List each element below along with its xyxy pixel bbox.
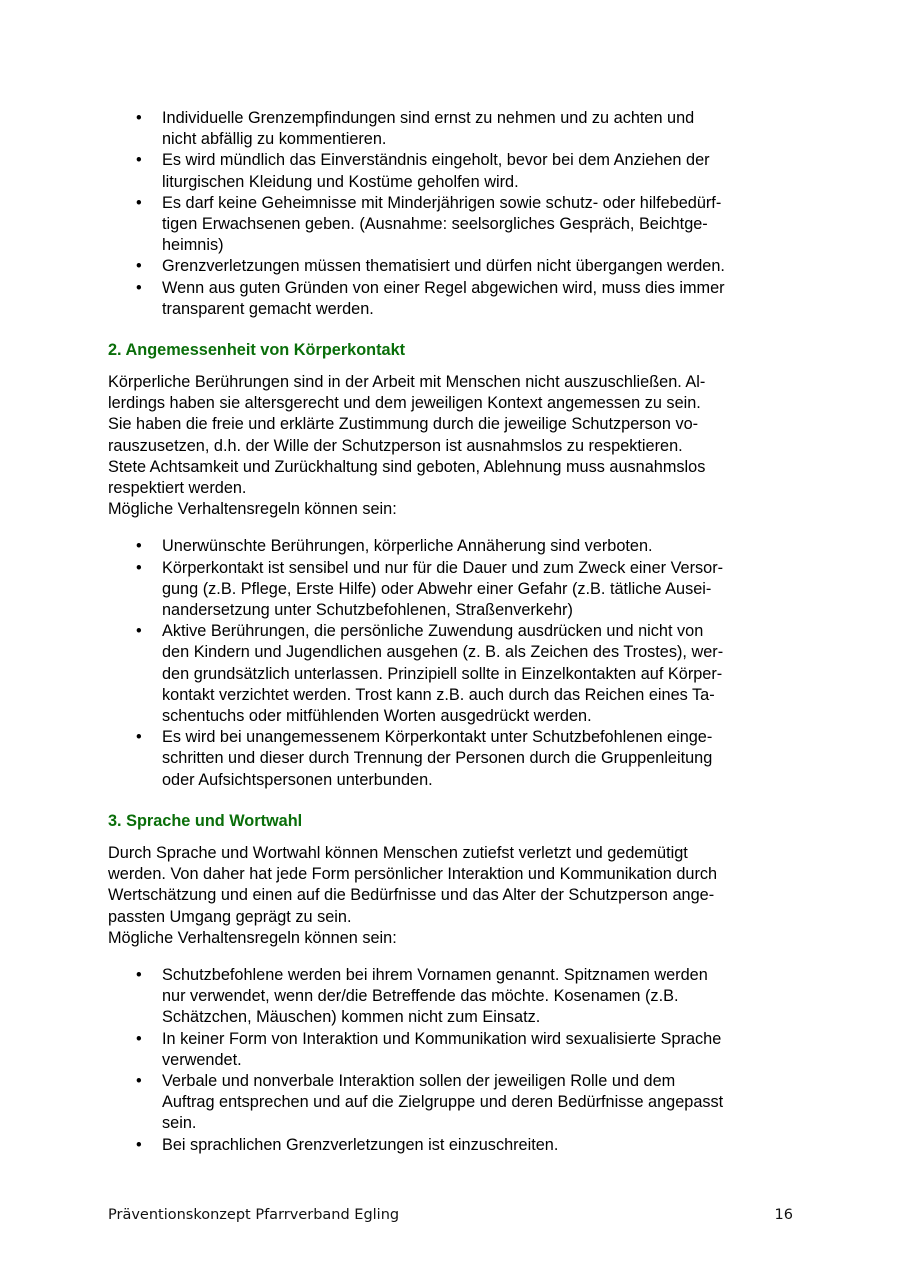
intro-bullet-list (108, 108, 798, 320)
text-line: respektiert werden. (108, 479, 247, 498)
text-line: Stete Achtsamkeit und Zurückhaltung sind geboten, Ablehnung muss ausnahmslos (108, 457, 706, 476)
list-item-text: In keiner Form von Interaktion und Kommunikation wird sexualisierte Sprache (162, 1029, 722, 1048)
list-item-text: Bei sprachlichen Grenzverletzungen ist einzuschreiten. (162, 1135, 559, 1154)
list-item (108, 193, 798, 257)
list-item-text: sein. (162, 1114, 197, 1133)
list-item (108, 965, 798, 1029)
footer-document-title: Präventionskonzept Pfarrverband Egling (108, 1207, 400, 1223)
list-item (108, 108, 798, 150)
list-item (108, 150, 798, 192)
list-item-text: Grenzverletzungen müssen thematisiert und dürfen nicht übergangen werden. (162, 257, 725, 276)
bullet-icon: • (136, 1071, 142, 1090)
text-line: Mögliche Verhaltensregeln können sein: (108, 928, 397, 947)
list-item-text: Schutzbefohlene werden bei ihrem Vornamen genannt. Spitznamen werden (162, 965, 708, 984)
list-item-text: schentuchs oder mitfühlenden Worten ausgedrückt werden. (162, 707, 592, 726)
list-item-text: Auftrag entsprechen und auf die Zielgruppe und deren Bedürfnisse angepasst (162, 1093, 724, 1112)
list-item-text: Es darf keine Geheimnisse mit Minderjährigen sowie schutz- oder hilfebedürf- (162, 193, 722, 212)
text-line: werden. Von daher hat jede Form persönlicher Interaktion und Kommunikation durch (108, 865, 718, 884)
list-item-text: den Kindern und Jugendlichen ausgehen (z. B. als Zeichen des Trostes), wer- (162, 643, 724, 662)
list-item-text: Wenn aus guten Gründen von einer Regel abgewichen wird, muss dies immer (162, 278, 725, 297)
list-item-text: kontakt verzichtet werden. Trost kann z.B. auch durch das Reichen eines Ta- (162, 685, 715, 704)
list-item-text: Körperkontakt ist sensibel und nur für die Dauer und zum Zweck einer Versor- (162, 558, 724, 577)
list-item-text: heimnis) (162, 236, 224, 255)
text-line: lerdings haben sie altersgerecht und dem jeweiligen Kontext angemessen zu sein. (108, 394, 701, 413)
text-line: Körperliche Berührungen sind in der Arbeit mit Menschen nicht auszuschließen. Al- (108, 373, 706, 392)
list-item-text: transparent gemacht werden. (162, 299, 374, 318)
list-item (108, 1135, 798, 1156)
text-line: Durch Sprache und Wortwahl können Menschen zutiefst verletzt und gedemütigt (108, 843, 688, 862)
bullet-icon: • (136, 558, 142, 577)
list-item (108, 256, 798, 277)
list-item (108, 1029, 798, 1071)
page-number: 16 (774, 1207, 793, 1223)
section-3-paragraph (108, 843, 798, 949)
bullet-icon: • (136, 622, 142, 641)
bullet-icon: • (136, 151, 142, 170)
list-item-text: gung (z.B. Pflege, Erste Hilfe) oder Abwehr einer Gefahr (z.B. tätliche Ausei- (162, 579, 712, 598)
list-item-text: nandersetzung unter Schutzbefohlenen, Straßenverkehr) (162, 601, 573, 620)
list-item (108, 621, 798, 727)
text-line: Wertschätzung und einen auf die Bedürfnisse und das Alter der Schutzperson ange- (108, 886, 715, 905)
list-item-text: Es wird mündlich das Einverständnis eingeholt, bevor bei dem Anziehen der (162, 151, 710, 170)
section-2-paragraph (108, 372, 798, 520)
page-content (108, 108, 798, 1156)
list-item-text: Schätzchen, Mäuschen) kommen nicht zum Einsatz. (162, 1008, 541, 1027)
list-item (108, 536, 798, 557)
bullet-icon: • (136, 728, 142, 747)
list-item-text: Individuelle Grenzempfindungen sind ernst zu nehmen und zu achten und (162, 109, 695, 127)
bullet-icon: • (136, 257, 142, 276)
list-item (108, 1071, 798, 1135)
list-item-text: schritten und dieser durch Trennung der Personen durch die Gruppenleitung (162, 749, 713, 768)
list-item-text: nur verwendet, wenn der/die Betreffende das möchte. Kosenamen (z.B. (162, 987, 679, 1006)
list-item-text: Es wird bei unangemessenem Körperkontakt unter Schutzbefohlenen einge- (162, 728, 713, 747)
list-item-text: tigen Erwachsenen geben. (Ausnahme: seelsorgliches Gespräch, Beichtge- (162, 215, 708, 234)
list-item-text: Aktive Berührungen, die persönliche Zuwendung ausdrücken und nicht von (162, 622, 704, 641)
bullet-icon: • (136, 1135, 142, 1154)
bullet-icon: • (136, 965, 142, 984)
section-2-bullet-list (108, 536, 798, 790)
section-2-heading: 2. Angemessenheit von Körperkontakt (108, 341, 406, 360)
bullet-icon: • (136, 278, 142, 297)
list-item (108, 727, 798, 791)
text-line: passten Umgang geprägt zu sein. (108, 907, 352, 926)
bullet-icon: • (136, 537, 142, 556)
bullet-icon: • (136, 1029, 142, 1048)
list-item-text: liturgischen Kleidung und Kostüme geholfen wird. (162, 172, 519, 191)
bullet-icon: • (136, 193, 142, 212)
list-item-text: nicht abfällig zu kommentieren. (162, 130, 387, 149)
section-3-bullet-list (108, 965, 798, 1156)
bullet-icon: • (136, 109, 142, 127)
list-item (108, 558, 798, 622)
list-item-text: verwendet. (162, 1050, 242, 1069)
list-item-text: Unerwünschte Berührungen, körperliche Annäherung sind verboten. (162, 537, 653, 556)
list-item (108, 278, 798, 320)
text-line: Sie haben die freie und erklärte Zustimmung durch die jeweilige Schutzperson vo- (108, 415, 699, 434)
text-line: rauszusetzen, d.h. der Wille der Schutzperson ist ausnahmslos zu respektieren. (108, 436, 683, 455)
list-item-text: oder Aufsichtspersonen unterbunden. (162, 770, 433, 789)
text-line: Mögliche Verhaltensregeln können sein: (108, 500, 397, 519)
list-item-text: den grundsätzlich unterlassen. Prinzipiell sollte in Einzelkontakten auf Körper- (162, 664, 723, 683)
list-item-text: Verbale und nonverbale Interaktion sollen der jeweiligen Rolle und dem (162, 1071, 676, 1090)
section-3-heading: 3. Sprache und Wortwahl (108, 811, 303, 830)
